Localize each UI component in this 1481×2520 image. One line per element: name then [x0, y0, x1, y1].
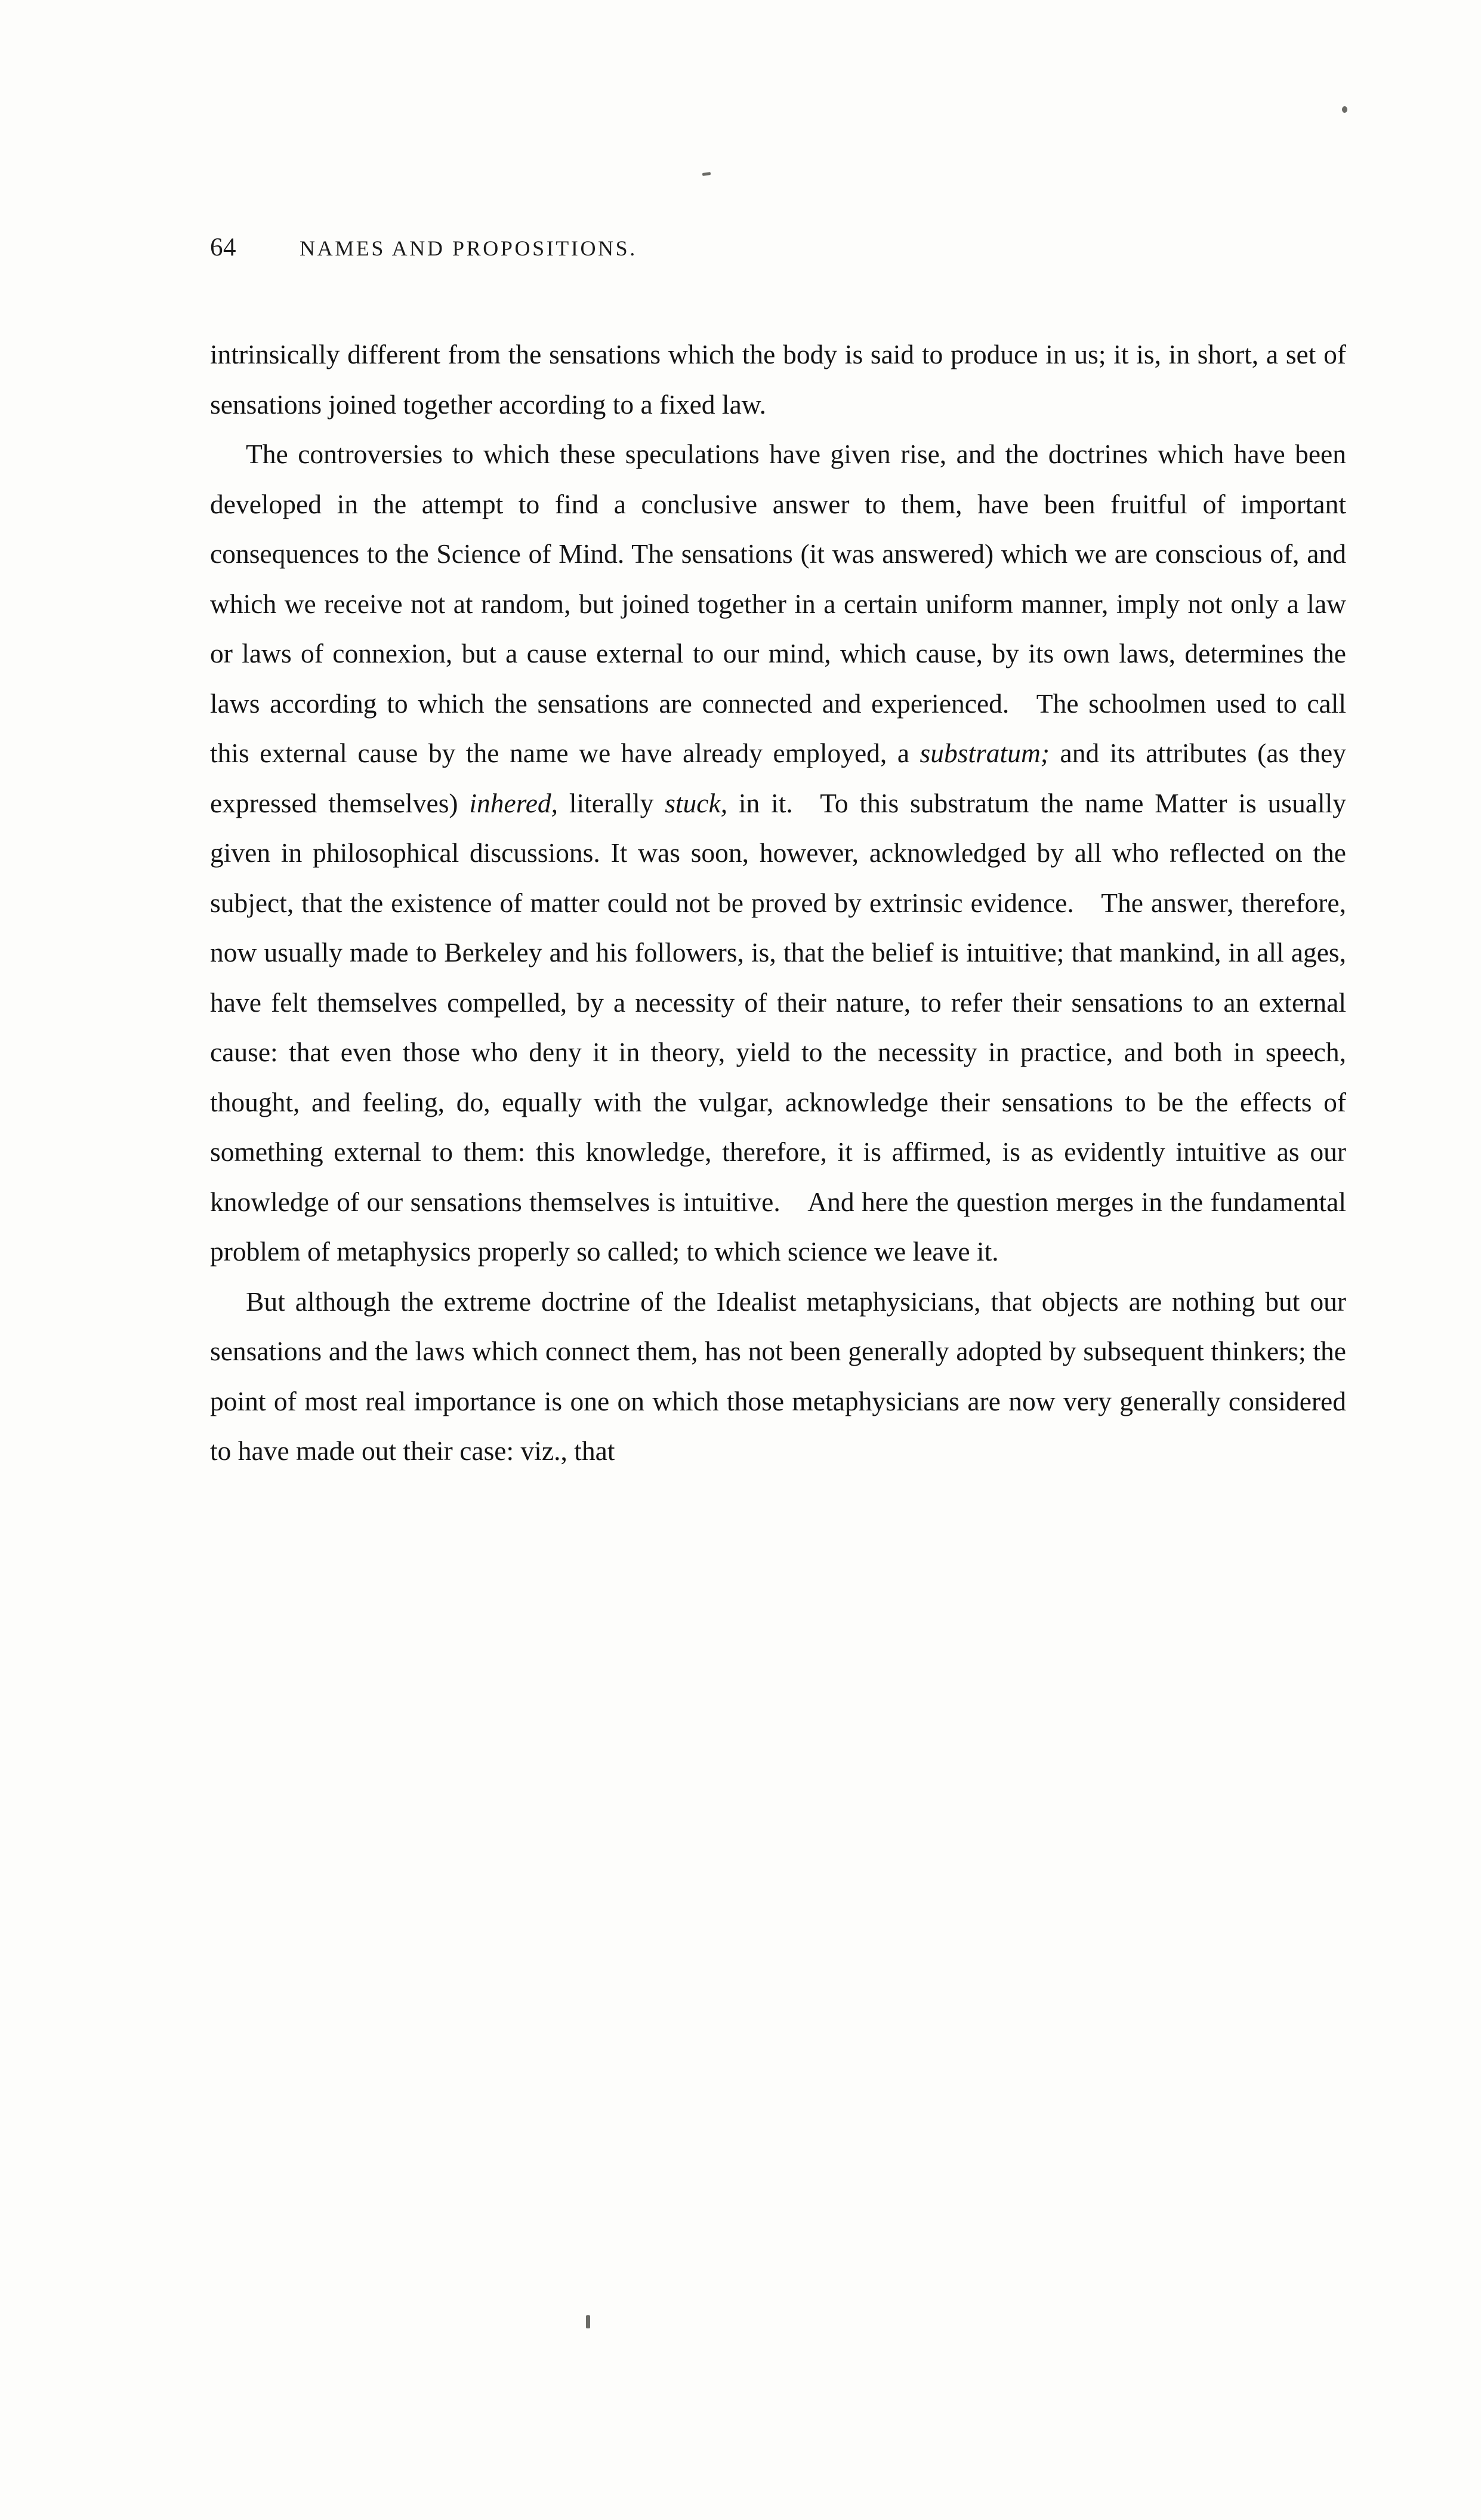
scan-speck-icon: [1342, 106, 1347, 113]
para-continued: intrinsically different from the sensations which the body is said to produce in us; it is, in short, a set of sensations joined together according to a fixed law.: [210, 339, 1346, 420]
para-but-although: But although the extreme doctrine of the Idealist metaphysicians, that objects are nothing but our sensations and the laws which connect them, has not been generally adopted by subsequent thinkers; the point of most real importance is one on which those metaphysicians are now very generally considered to have made out their case: viz., that: [210, 1286, 1346, 1466]
page-number: 64: [210, 233, 236, 261]
scan-mark-icon: [702, 172, 711, 176]
emphasis-text: substratum;: [920, 738, 1050, 768]
page-header: [210, 233, 1278, 262]
body-text: [210, 329, 1346, 1476]
running-head: NAMES AND PROPOSITIONS.: [300, 236, 637, 260]
scan-mark-bottom-icon: [586, 2315, 590, 2328]
emphasis-text: stuck,: [665, 787, 728, 818]
emphasis-text: inhered,: [469, 787, 559, 818]
para-controversies: The controversies to which these speculations have given rise, and the doctrines which have been developed in the attempt to find a conclusive answer to them, have been fruitful of important consequences to the Science of Mind. The sensations (it was answered) which we are conscious of, and which we receive not at random, but joined together in a certain uniform manner, imply not only a law or laws of connexion, but a cause external to our mind, which cause, by its own laws, determines the laws according to which the sensations are connected and experienced. The schoolmen used to call this external cause by the name we have already employed, a substratum; and its attributes (as they expressed themselves) inhered, literally stuck, in it. To this substratum the name Matter is usually given in philosophical discussions. It was soon, however, acknowledged by all who reflected on the subject, that the existence of matter could not be proved by extrinsic evidence. The answer, therefore, now usually made to Berkeley and his followers, is, that the belief is intuitive; that mankind, in all ages, have felt themselves compelled, by a necessity of their nature, to refer their sensations to an external cause: that even those who deny it in theory, yield to the necessity in practice, and both in speech, thought, and feeling, do, equally with the vulgar, acknowledge their sensations to be the effects of something external to them: this knowledge, therefore, it is affirmed, is as evidently intuitive as our knowledge of our sensations themselves is intuitive. And here the question merges in the fundamental problem of metaphysics properly so called; to which science we leave it.: [210, 439, 1346, 1267]
